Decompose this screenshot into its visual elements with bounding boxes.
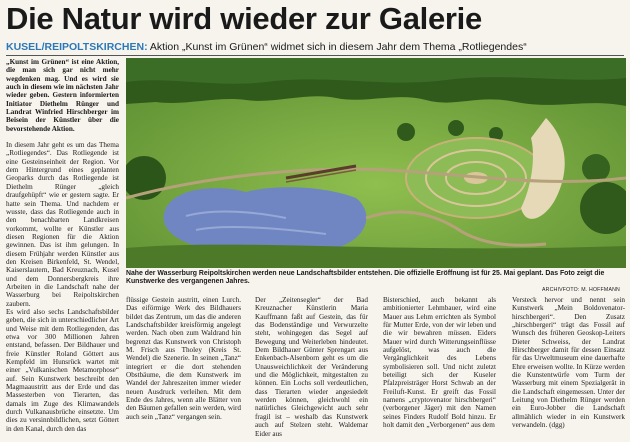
divider [6,55,624,56]
body-paragraph: Bisterschied, auch bekannt als ambitionierter Lehmbauer, wird eine Mauer aus Lehm errichten als Symbol für Mutter Erde, von der wir leben und die wir bewahren müssen. Eiders Mauer wird durch Witterungseinflüsse aufgelöst, was auch die Vergänglichkeit des Lebens symbolisieren soll. Und nicht zuletzt beteiligt sich der Kuseler Pfalzpreisträger Horst Schwab an der Freiluft-Kunst. Er greift das Fossil namens „cryptovenator hirschbergeri“ (verborgener Jäger) mit den Namen seines Finders Rudolf Bold hinzu. Er holt damit den „Verborgenen“ aus dem [383,296,496,430]
article-column-5 [512,296,625,442]
photo-caption: Nahe der Wasserburg Reipoltskirchen werden neue Landschaftsbilder entstehen. Die offizielle Eröffnung ist für 25. Mai geplant. Das Foto zeigt die Kunstwerke des vergangenen Jahres. [126,270,605,286]
lead-paragraph: „Kunst im Grünen“ ist eine Aktion, die man sich gar nicht mehr wegdenken mag. Und es wird sie auch in diesem wie im nächsten Jahr wieder geben. Gestern informierten Initiator Diethelm Rünger und Landrat Winfried Hirschberger im Beisein der Künstler über die bevorstehende Aktion. [6,58,119,133]
article-column-1 [6,58,119,442]
landscape-art-photo [126,58,626,268]
subheadline-text: Aktion „Kunst im Grünen“ widmet sich in diesem Jahr dem Thema „Rotliegendes“ [149,41,527,53]
body-paragraph: flüssige Gestein austritt, einen Lurch. Das eiförmige Werk des Bildhauers bildet das Zentrum, um das die anderen Landschaftsbilder kreisförmig angelegt werden. Nach oben zum Waldrand hin begrenzt das Kunstwerk von Christoph M. Frisch aus Tholey (Kreis St. Wendel) die Szenerie. In seinen „Tanz“ integriert er die dort stehenden Obstbäume, die dem Kunstwerk im Wandel der Jahreszeiten immer wieder neuen Ausdruck verleihen. Mit dem Ende des Jahres, wenn alle Blätter von den Bäumen gefallen sein werden, wird auch sein „Tanz“ vergangen sein. [126,296,241,421]
article-column-2 [126,296,241,442]
body-paragraph: In diesem Jahr geht es um das Thema „Rotliegendes“. Das Rotliegende ist eine Gesteinseinheit der Region. Vor dem Hintergrund eines geplanten Geoparks durch das Rotliegende ist Diethelm Rünger „gleich draufgehüpft“ wie er gestern sagte. Er hatte sein Thema. Und nachdem er wusste, dass das Rotliegende auch in den benachbarten Landkreisen vorkommt, wollte er Künstler aus diesen Regionen für die Aktion gewinnen. Das ist ihm gelungen. In diesem Frühjahr werden Künstler aus den Kreisen Birkenfeld, St. Wendel, Kaiserslautern, Bad Kreuznach, Kusel und dem Donnersbergkreis ihre Arbeiten in die Landschaft nahe der Wasserburg bei Reipoltskirchen zaubern. [6,141,119,308]
body-paragraph: Es wird also sechs Landschaftsbilder geben, die sich in unterschiedlicher Art und Weise mit dem Rotliegenden, das etwa vor 300 Millionen Jahren entstand, befassen. Der Bildhauer und freie Künstler Roland Göttert aus Kempfeld im Hunsrück wartet mit einer „Vulkanischen Metamorphose“ auf. Sein Kunstwerk beschreibt den Magmaaustritt aus der Erde und das Massesterben von Tierarten, das damals im Zuge des Klimawandels durch Vulkanausbrüche einsetzte. Um dies zu versinnbildlichen, setzt Göttert in den Kanal, durch den das [6,307,119,433]
article-column-3 [255,296,368,442]
headline: Die Natur wird wieder zur Galerie [6,1,482,36]
article-photo [126,58,626,268]
body-paragraph: Der „Zeitensegler“ der Bad Kreuznacher Künstlerin Maria Kauffmann faßt auf Gestein, das für das Bodenständige und Verwurzelte steht, wohingegen das Segel auf Bewegung und Weiterleben hindeutet. Dem Bildhauer Günter Sprengart aus Enkenbach-Alsenborn geht es um die Unausweichlichkeit der Veränderung und die Möglichkeit, mitgestalten zu können. Ein Lochs soll verdeutlichen, dass Tierarten wieder angesiedelt werden können, gleichwohl ein natürliches Gleichgewicht auch sehr fragil ist – weshalb das Kunstwerk auch auf Stelzen steht. Waldemar Eider aus [255,296,368,438]
photo-credit: ARCHIVFOTO: M. HOFFMANN [542,287,620,293]
kicker: KUSEL/REIPOLTSKIRCHEN: [6,41,148,53]
body-paragraph: Versteck hervor und nennt sein Kunstwerk „Mein Boldovenator-hirschbergeri“. Den Zusatz „hirschbergeri“ trägt das Fossil auf Wunsch des früheren Geoskop-Leiters Dieter Schweiss, der Landrat Hirschberger damit für dessen Einsatz für das Urweltmuseum eine dauerhafte Ehre erweisen wollte. In Kürze werden die Kunstentwürfe vom Turm der Wasserburg mit einem Spezialgerät in die Landschaft eingemessen. Unter der Leitung von Diethelm Rünger werden ein Euro-Jobber die Landschaft allmählich wieder in ein Kunstwerk verwandeln. (dgg) [512,296,625,430]
article-column-4 [383,296,496,442]
subheadline [6,40,626,54]
